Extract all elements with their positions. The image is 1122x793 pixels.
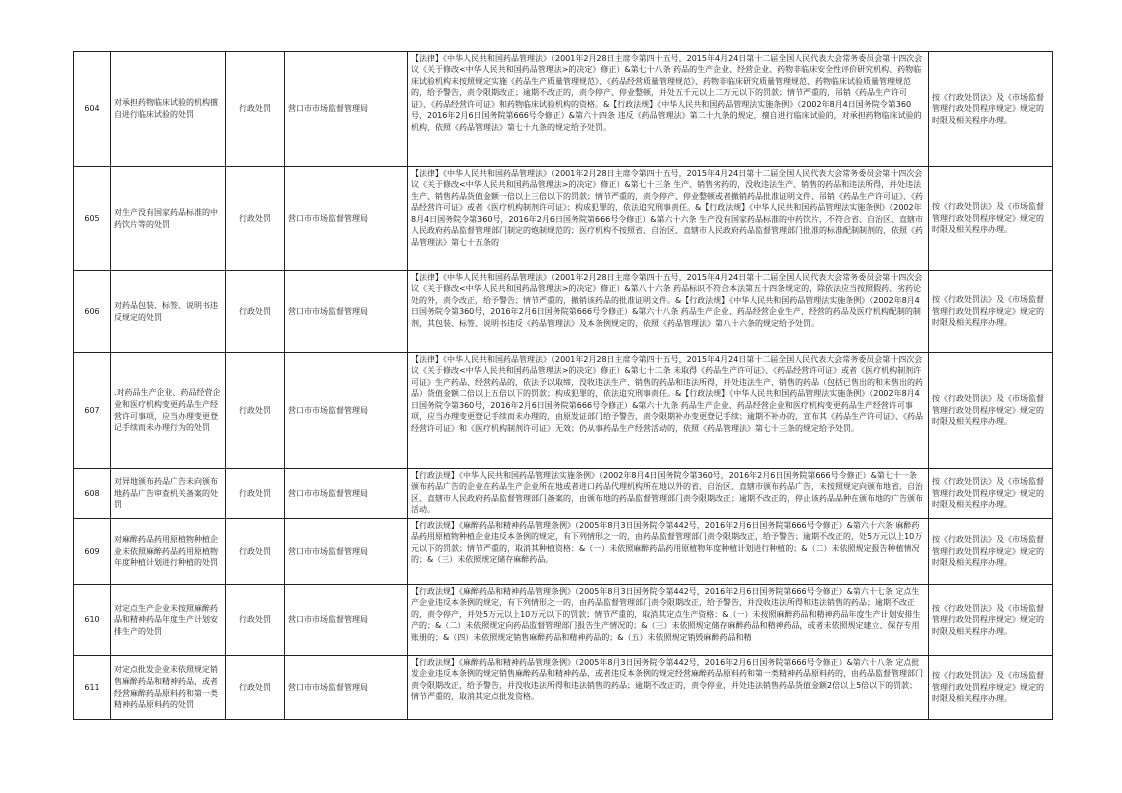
item-procedure: 按《行政处罚法》及《市场监督管理行政处罚程序规定》规定的时限及相关程序办理。 [929, 271, 1053, 353]
item-procedure: 按《行政处罚法》及《市场监督管理行政处罚程序规定》规定的时限及相关程序办理。 [929, 52, 1053, 167]
row-number: 609 [74, 519, 111, 585]
table-row [74, 52, 1053, 167]
item-name: 对药品包装、标签、说明书违反规定的处罚 [111, 271, 226, 353]
item-type: 行政处罚 [226, 271, 285, 353]
table-row [74, 353, 1053, 469]
item-procedure: 按《行政处罚法》及《市场监督管理行政处罚程序规定》规定的时限及相关程序办理。 [929, 167, 1053, 271]
item-procedure: 按《行政处罚法》及《市场监督管理行政处罚程序规定》规定的时限及相关程序办理。 [929, 585, 1053, 656]
item-name: 对异地颁布药品广告未向颁布地药品广告审查机关备案的处罚 [111, 469, 226, 519]
item-type: 行政处罚 [226, 585, 285, 656]
row-number: 610 [74, 585, 111, 656]
item-name: .对药品生产企业、药品经营企业和医疗机构变更药品生产经营许可事项，应当办理变更登记手续而未办理行为的处罚 [111, 353, 226, 469]
item-department: 营口市市场监督管理局 [285, 271, 408, 353]
item-legal-basis: 【行政法规】《麻醉药品和精神药品管理条例》（2005年8月3日国务院令第442号，2016年2月6日国务院第666号令修正）&第六十八条 定点批发企业违反本条例的规定销售麻醉药品和精神药品，或者违反本条例的规定经营麻醉药品原料药和第一类精神药品原料药的，由药品监督管理部门责令限期改正，给予警告，并没收违法所得和违法销售的药品；逾期不改正的，责令停业，并处违法销售药品货值金额2倍以上5倍以下的罚款；情节严重的，取消其定点批发资格。 [411, 657, 923, 702]
penalty-table [73, 51, 1053, 720]
item-type: 行政处罚 [226, 519, 285, 585]
row-number: 611 [74, 656, 111, 720]
row-number: 604 [74, 52, 111, 167]
item-type: 行政处罚 [226, 52, 285, 167]
item-legal-basis: 【法律】《中华人民共和国药品管理法》（2001年2月28日主席令第四十五号，2015年4月24日第十二届全国人民代表大会常务委员会第十四次会议《关于修改<中华人民共和国药品管理法>的决定》修正）&第七十八条 药品的生产企业、经营企业、药物非临床安全性评价研究机构、药物临床试验机构未按照规定实施《药品生产质量管理规范》、《药品经营质量管理规范》、药物非临床研究质量管理规范、药物临床试验质量管理规范的，给予警告，责令限期改正；逾期不改正的，责令停产、停业整顿，并处五千元以上二万元以下的罚款；情节严重的，吊销《药品生产许可证》、《药品经营许可证》和药物临床试验机构的资格。&【行政法规】《中华人民共和国药品管理法实施条例》（2002年8月4日国务院令第360号，2016年2月6日国务院第666号令修正）&第六十四条 违反《药品管理法》第二十九条的规定，擅自进行临床试验的，对承担药物临床试验的机构，依照《药品管理法》第七十九条的规定给予处罚。 [411, 53, 923, 133]
item-department: 营口市市场监督管理局 [285, 167, 408, 271]
item-name: 对生产没有国家药品标准的中药饮片等的处罚 [111, 167, 226, 271]
item-type: 行政处罚 [226, 656, 285, 720]
item-name: 对定点生产企业未按照麻醉药品和精神药品年度生产计划安排生产的处罚 [111, 585, 226, 656]
item-procedure: 按《行政处罚法》及《市场监督管理行政处罚程序规定》规定的时限及相关程序办理。 [929, 353, 1053, 469]
item-name: 对承担药物临床试验的机构擅自进行临床试验的处罚 [111, 52, 226, 167]
item-legal-basis: 【行政法规】《麻醉药品和精神药品管理条例》（2005年8月3日国务院令第442号，2016年2月6日国务院第666号令修正）&第六十六条 麻醉药品药用原植物种植企业违反本条例的规定，有下列情形之一的，由药品监督管理部门责令限期改正，给予警告；逾期不改正的，处5万元以上10万元以下的罚款；情节严重的，取消其种植资格：&（一）未依照麻醉药品药用原植物年度种植计划进行种植的；&（二）未依照规定报告种植情况的；&（三）未依照规定储存麻醉药品。 [411, 520, 923, 565]
item-legal-basis: 【法律】《中华人民共和国药品管理法》（2001年2月28日主席令第四十五号，2015年4月24日第十二届全国人民代表大会常务委员会第十四次会议《关于修改<中华人民共和国药品管理法>的决定》修正）&第八十六条 药品标识不符合本法第五十四条规定的，除依法应当按照假药、劣药论处的外，责令改正，给予警告；情节严重的，撤销该药品的批准证明文件。&【行政法规】《中华人民共和国药品管理法实施条例》（2002年8月4日国务院令第360号，2016年2月6日国务院第666号令修正）&第六十八条 药品生产企业、药品经营企业生产、经营的药品及医疗机构配制的制剂，其包装、标签、说明书违反《药品管理法》及本条例规定的，依照《药品管理法》第八十六条的规定给予处罚。 [411, 272, 923, 328]
item-name: 对定点批发企业未依照规定销售麻醉药品和精神药品，或者经营麻醉药品原料药和第一类精神药品原料药的处罚 [111, 656, 226, 720]
item-name: 对麻醉药品药用原植物种植企业未依照麻醉药品药用原植物年度种植计划进行种植的处罚 [111, 519, 226, 585]
table-row [74, 656, 1053, 720]
item-type: 行政处罚 [226, 167, 285, 271]
item-legal-basis: 【法律】《中华人民共和国药品管理法》（2001年2月28日主席令第四十五号，2015年4月24日第十二届全国人民代表大会常务委员会第十四次会议《关于修改<中华人民共和国药品管理法>的决定》修正）&第七十三条 生产、销售劣药的，没收违法生产、销售的药品和违法所得，并处违法生产、销售药品货值金额一倍以上三倍以下的罚款；情节严重的，责令停产、停业整顿或者撤销药品批准证明文件、吊销《药品生产许可证》、《药品经营许可证》或者《医疗机构制剂许可证》；构成犯罪的，依法追究刑事责任。&【行政法规】《中华人民共和国药品管理法实施条例》（2002年8月4日国务院令第360号，2016年2月6日国务院第666号令修正）&第六十六条 生产没有国家药品标准的中药饮片，不符合省、自治区、直辖市人民政府药品监督管理部门制定的炮制规范的；医疗机构不按照省、自治区、直辖市人民政府药品监督管理部门批准的标准配制制剂的，依照《药品管理法》第七十五条的 [411, 168, 924, 248]
row-number: 606 [74, 271, 111, 353]
item-type: 行政处罚 [226, 469, 285, 519]
table-row [74, 271, 1053, 353]
item-department: 营口市市场监督管理局 [285, 585, 408, 656]
row-number: 608 [74, 469, 111, 519]
item-department: 营口市市场监督管理局 [285, 469, 408, 519]
table-row [74, 469, 1053, 519]
item-department: 营口市市场监督管理局 [285, 353, 408, 469]
item-type: 行政处罚 [226, 353, 285, 469]
item-procedure: 按《行政处罚法》及《市场监督管理行政处罚程序规定》规定的时限及相关程序办理。 [929, 656, 1053, 720]
item-department: 营口市市场监督管理局 [285, 656, 408, 720]
item-legal-basis: 【行政法规】《中华人民共和国药品管理法实施条例》（2002年8月4日国务院令第360号，2016年2月6日国务院第666号令修正）&第七十一条 颁布药品广告的企业在药品生产企业所在地或者进口药品代理机构所在地以外的省、自治区、直辖市颁布药品广告，未按照规定向颁布地省、自治区、直辖市人民政府药品监督管理部门备案的，由颁布地的药品监督管理部门责令限期改正；逾期不改正的，停止该药品品种在颁布地的广告颁布活动。 [411, 470, 923, 515]
item-legal-basis: 【行政法规】《麻醉药品和精神药品管理条例》（2005年8月3日国务院令第442号，2016年2月6日国务院第666号令修正）&第六十七条 定点生产企业违反本条例的规定，有下列情形之一的，由药品监督管理部门责令限期改正，给予警告，并没收违法所得和违法销售的药品；逾期不改正的，责令停产，并处5万元以上10万元以下的罚款；情节严重的，取消其定点生产资格：&（一）未按照麻醉药品和精神药品年度生产计划安排生产的；&（二）未依照规定向药品监督管理部门报告生产情况的；&（三）未依照规定储存麻醉药品和精神药品，或者未依照规定建立、保存专用账册的；&（四）未依照规定销售麻醉药品和精神药品的；&（五）未依照规定销毁麻醉药品和精 [411, 586, 921, 642]
item-department: 营口市市场监督管理局 [285, 52, 408, 167]
item-procedure: 按《行政处罚法》及《市场监督管理行政处罚程序规定》规定的时限及相关程序办理。 [929, 519, 1053, 585]
table-row [74, 167, 1053, 271]
item-procedure: 按《行政处罚法》及《市场监督管理行政处罚程序规定》规定的时限及相关程序办理。 [929, 469, 1053, 519]
table-row [74, 519, 1053, 585]
item-department: 营口市市场监督管理局 [285, 519, 408, 585]
row-number: 605 [74, 167, 111, 271]
table-row [74, 585, 1053, 656]
row-number: 607 [74, 353, 111, 469]
item-legal-basis: 【法律】《中华人民共和国药品管理法》（2001年2月28日主席令第四十五号，2015年4月24日第十二届全国人民代表大会常务委员会第十四次会议《关于修改<中华人民共和国药品管理法>的决定》修正）&第七十二条 未取得《药品生产许可证》、《药品经营许可证》或者《医疗机构制剂许可证》生产药品、经营药品的，依法予以取缔，没收违法生产、销售的药品和违法所得，并处违法生产、销售的药品（包括已售出的和未售出的药品）货值金额二倍以上五倍以下的罚款；构成犯罪的，依法追究刑事责任。&【行政法规】《中华人民共和国药品管理法实施条例》（2002年8月4日国务院令第360号，2016年2月6日国务院第666号令修正）&第六十九条 药品生产企业、药品经营企业和医疗机构变更药品生产经营许可事项，应当办理变更登记手续而未办理的，由原发证部门给予警告，责令限期补办变更登记手续；逾期不补办的，宣布其《药品生产许可证》、《药品经营许可证》和《医疗机构制剂许可证》无效；仍从事药品生产经营活动的，依照《药品管理法》第七十三条的规定给予处罚。 [411, 354, 923, 434]
